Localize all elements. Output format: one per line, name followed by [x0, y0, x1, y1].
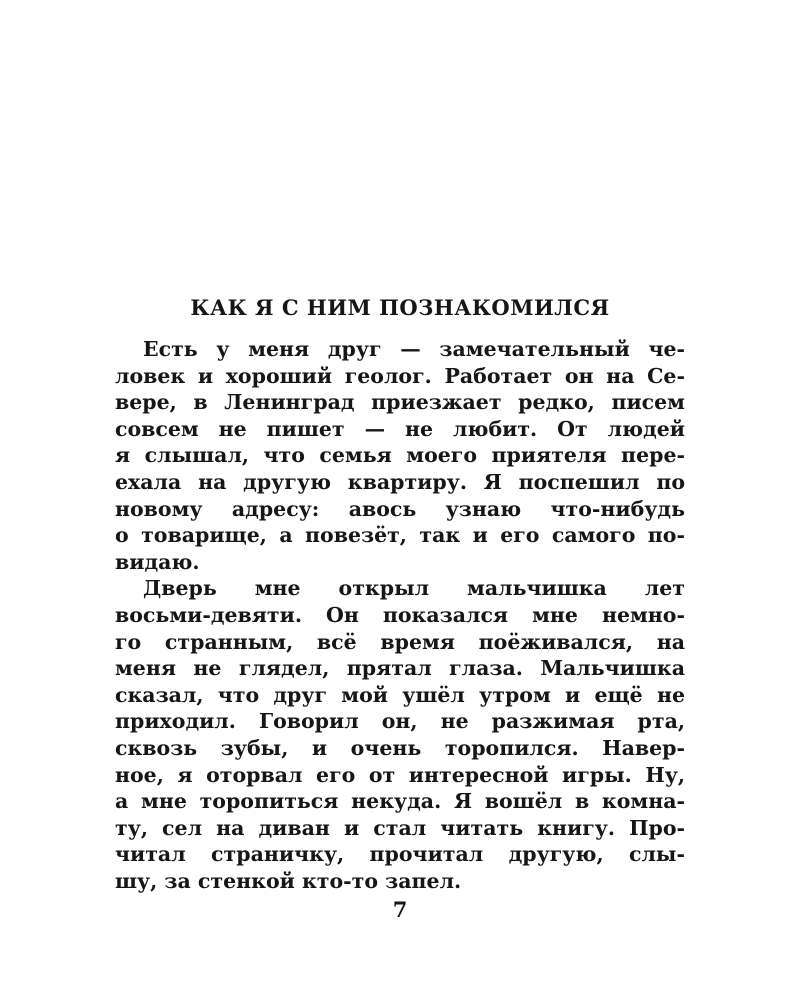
- text-line: Есть у меня друг — замечательный че-: [143, 337, 685, 361]
- text-line: приходил. Говорил он, не разжимая рта,: [115, 709, 685, 734]
- text-line: Дверь мне открыл мальчишка лет: [143, 576, 685, 601]
- text-line: читал страничку, прочитал другую, слы-: [115, 842, 685, 867]
- text-line: новому адресу: авось узнаю что-нибудь: [115, 496, 685, 521]
- text-line: видаю.: [115, 549, 200, 574]
- text-line: восьми-девяти. Он показался мне немно-: [115, 602, 685, 627]
- text-line: ловек и хороший геолог. Работает он на Се-: [115, 363, 685, 388]
- text-line: сказал, что друг мой ушёл утром и ещё не: [115, 682, 685, 707]
- body-text: [115, 336, 685, 894]
- text-line: вере, в Ленинград приезжает редко, писем: [115, 390, 685, 415]
- text-line: ное, я оторвал его от интересной игры. Ну,: [115, 762, 685, 787]
- text-line: я слышал, что семья моего приятеля пере-: [115, 443, 685, 468]
- text-line: совсем не пишет — не любит. От людей: [115, 416, 685, 441]
- text-line: го странным, всё время поёживался, на: [115, 629, 685, 654]
- text-line: а мне торопиться некуда. Я вошёл в комна-: [115, 789, 685, 814]
- text-line: меня не глядел, прятал глаза. Мальчишка: [115, 656, 685, 681]
- text-line: о товарище, а повезёт, так и его самого по-: [115, 523, 685, 548]
- text-line: ехала на другую квартиру. Я поспешил по: [115, 469, 685, 494]
- page-number: 7: [392, 897, 408, 922]
- chapter-title: КАК Я С НИМ ПОЗНАКОМИЛСЯ: [190, 295, 610, 320]
- text-line: сквозь зубы, и очень торопился. Навер-: [115, 735, 685, 760]
- text-line: шу, за стенкой кто-то запел.: [115, 868, 462, 893]
- text-line: ту, сел на диван и стал читать книгу. Про-: [115, 815, 685, 840]
